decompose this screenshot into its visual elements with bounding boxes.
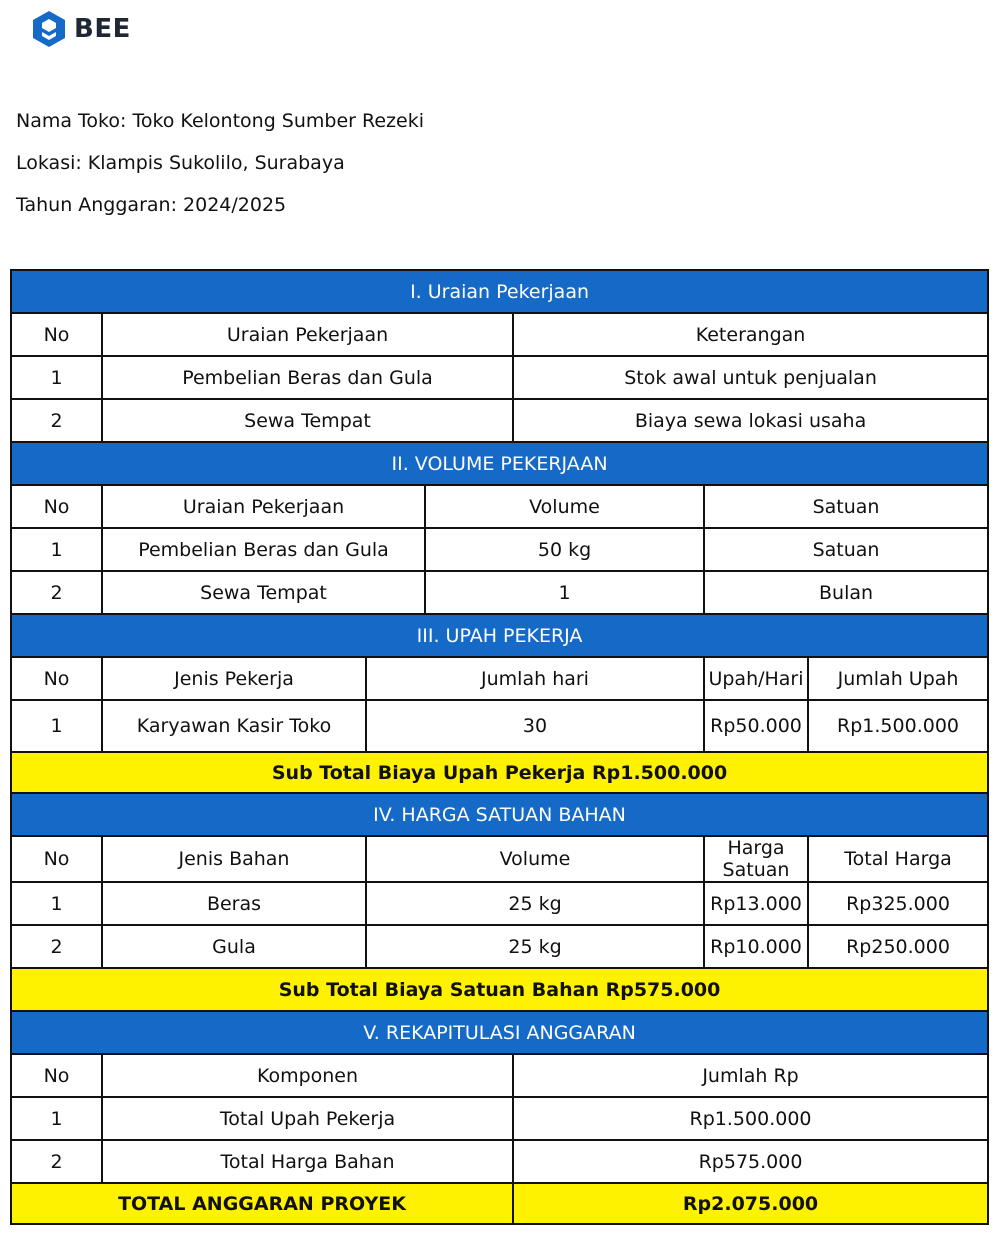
column-header: Uraian Pekerjaan [102,313,513,356]
table-row [11,700,988,752]
column-header: Komponen [102,1054,513,1097]
column-header: Satuan [704,485,988,528]
column-header: Keterangan [513,313,988,356]
table-header-row [11,485,988,528]
budget-year: Tahun Anggaran: 2024/2025 [16,194,287,216]
subtotal-labor: Sub Total Biaya Upah Pekerja Rp1.500.000 [11,752,988,793]
column-header: No [11,836,102,882]
column-header: Jumlah Rp [513,1054,988,1097]
section-4-title: IV. HARGA SATUAN BAHAN [11,793,988,836]
grand-total-value: Rp2.075.000 [513,1183,988,1224]
grand-total-label: TOTAL ANGGARAN PROYEK [11,1183,513,1224]
column-header: Uraian Pekerjaan [102,485,425,528]
table-cell: Rp575.000 [513,1140,988,1183]
table-cell: Beras [102,882,366,925]
brand-logo [32,10,131,48]
table-cell: Pembelian Beras dan Gula [102,356,513,399]
table-cell: Sewa Tempat [102,571,425,614]
table-header-row [11,657,988,700]
table-cell: 30 [366,700,704,752]
table-cell: Rp50.000 [704,700,808,752]
section-2-title: II. VOLUME PEKERJAAN [11,442,988,485]
table-cell: 2 [11,1140,102,1183]
table-cell: Total Harga Bahan [102,1140,513,1183]
section-2-header [11,442,988,485]
table-row [11,1140,988,1183]
grand-total-row [11,1183,988,1224]
table-row [11,399,988,442]
column-header: Total Harga [808,836,988,882]
store-name: Nama Toko: Toko Kelontong Sumber Rezeki [16,110,424,132]
column-header: Jumlah Upah [808,657,988,700]
subtotal-row [11,752,988,793]
column-header: Volume [366,836,704,882]
table-cell: Pembelian Beras dan Gula [102,528,425,571]
table-cell: Rp325.000 [808,882,988,925]
table-cell: 2 [11,399,102,442]
table-header-row [11,1054,988,1097]
table-cell: 50 kg [425,528,704,571]
table-cell: Gula [102,925,366,968]
table-header-row [11,836,988,882]
column-header: Harga Satuan [704,836,808,882]
bee-logo-icon [32,10,66,48]
store-location: Lokasi: Klampis Sukolilo, Surabaya [16,152,345,174]
table-cell: Rp10.000 [704,925,808,968]
table-row [11,356,988,399]
table-header-row [11,313,988,356]
budget-sheet [10,269,987,1225]
table-cell: Rp1.500.000 [808,700,988,752]
table-row [11,925,988,968]
column-header: Volume [425,485,704,528]
table-cell: Biaya sewa lokasi usaha [513,399,988,442]
budget-table [10,269,989,1225]
table-cell: Rp13.000 [704,882,808,925]
table-cell: 1 [11,882,102,925]
section-5-header [11,1011,988,1054]
table-row [11,528,988,571]
table-cell: 1 [11,1097,102,1140]
table-row [11,571,988,614]
subtotal-materials: Sub Total Biaya Satuan Bahan Rp575.000 [11,968,988,1011]
section-3-header [11,614,988,657]
section-4-header [11,793,988,836]
table-cell: 2 [11,925,102,968]
column-header: Jenis Bahan [102,836,366,882]
table-cell: Total Upah Pekerja [102,1097,513,1140]
section-1-header [11,270,988,313]
table-cell: 1 [11,700,102,752]
table-cell: Sewa Tempat [102,399,513,442]
section-3-title: III. UPAH PEKERJA [11,614,988,657]
table-cell: Bulan [704,571,988,614]
table-cell: 25 kg [366,925,704,968]
column-header: No [11,313,102,356]
column-header: Jenis Pekerja [102,657,366,700]
table-cell: Karyawan Kasir Toko [102,700,366,752]
table-cell: 2 [11,571,102,614]
table-cell: Stok awal untuk penjualan [513,356,988,399]
column-header: No [11,1054,102,1097]
table-cell: 25 kg [366,882,704,925]
table-cell: Satuan [704,528,988,571]
brand-name: BEE [74,14,131,44]
table-row [11,1097,988,1140]
column-header: No [11,657,102,700]
section-1-title: I. Uraian Pekerjaan [11,270,988,313]
table-cell: 1 [11,356,102,399]
table-cell: Rp250.000 [808,925,988,968]
column-header: Jumlah hari [366,657,704,700]
column-header: Upah/Hari [704,657,808,700]
table-cell: 1 [11,528,102,571]
column-header: No [11,485,102,528]
subtotal-row [11,968,988,1011]
table-cell: 1 [425,571,704,614]
section-5-title: V. REKAPITULASI ANGGARAN [11,1011,988,1054]
table-row [11,882,988,925]
table-cell: Rp1.500.000 [513,1097,988,1140]
